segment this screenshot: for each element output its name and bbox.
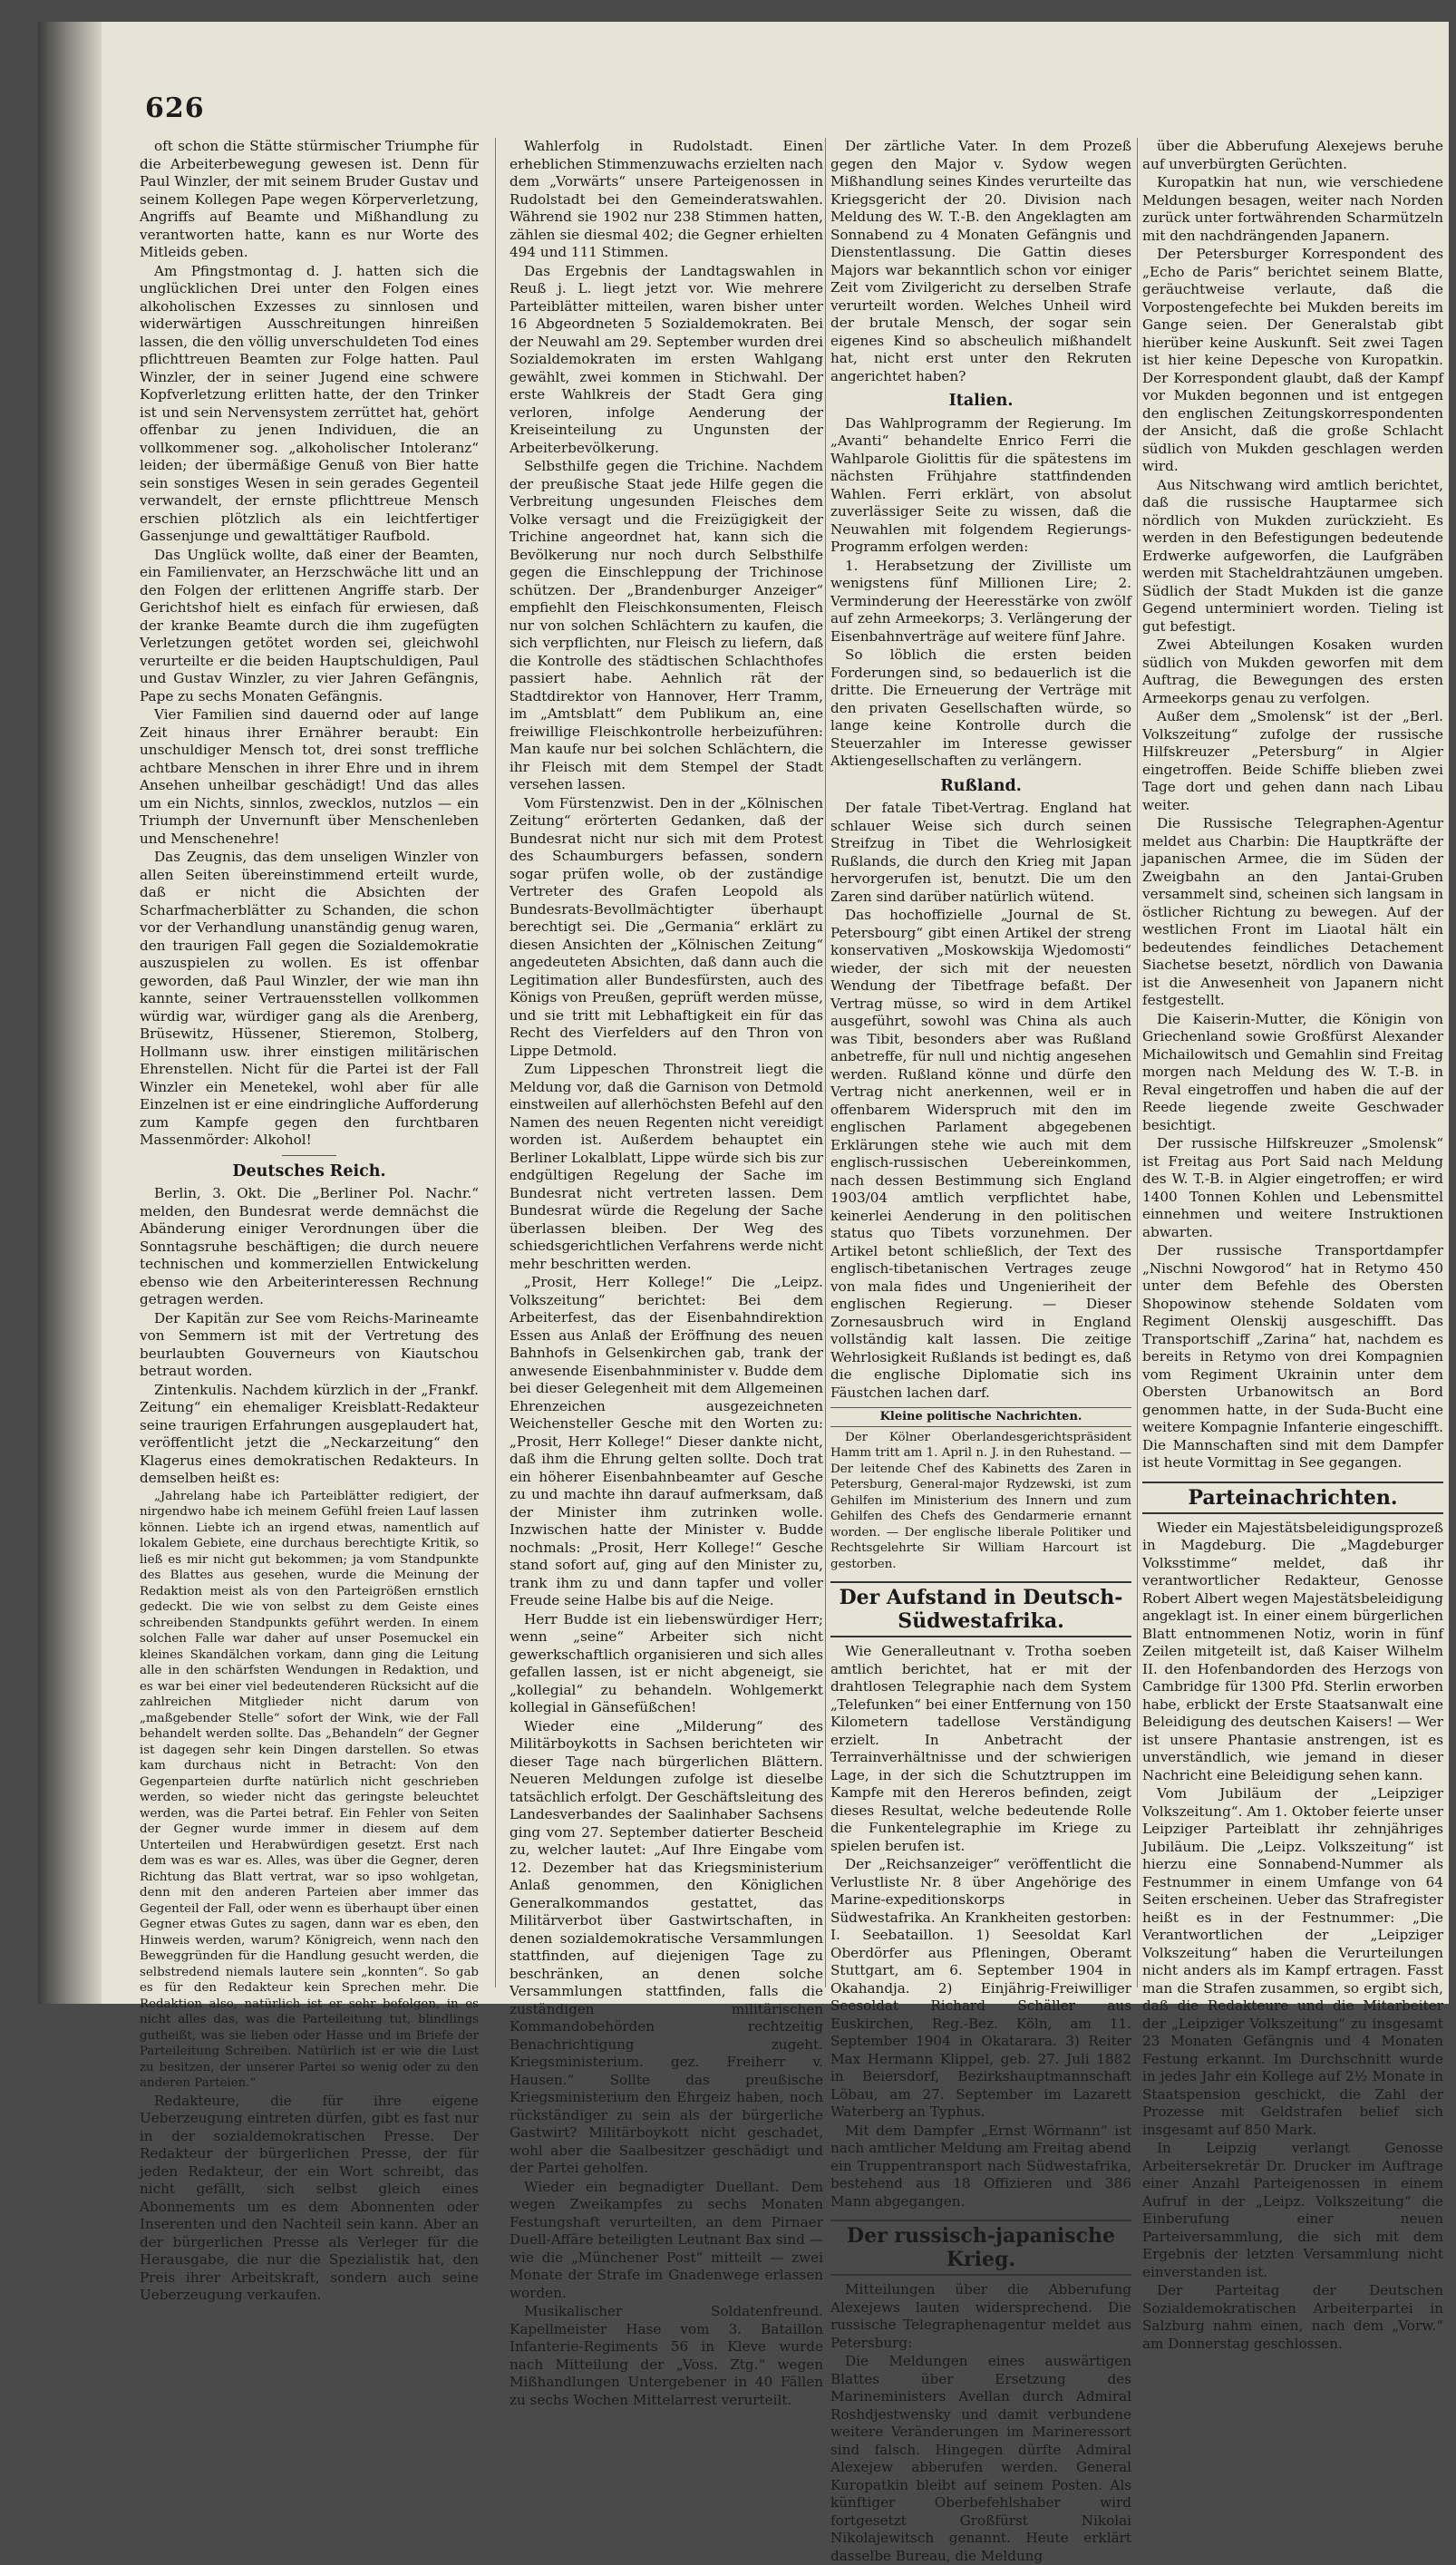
section-banner-heading: Parteinachrichten. — [1142, 1482, 1443, 1514]
paragraph: Der Petersburger Korrespondent des „Echo de Paris“ berichtet seinem Blatte, geräuchtweise verlaute, daß die Vorpostengefechte bei Mukden bereits im Gange seien. Der Generalstab gibt hierüber keine Auskunft. Seit zwei Tagen ist hier keine Depesche von Kuropatkin. Der Korrespondent glaubt, daß der Kampf vor Mukden begonnen und ist entgegen den englischen Zeitungskorrespondenten der Ansicht, daß die große Schlacht südlich von Mukden geschlagen werden wird. — [1142, 246, 1443, 474]
small-print-paragraph: „Jahrelang habe ich Parteiblätter redigiert, der nirgendwo habe ich meinem Gefühl freien Lauf lassen können. Liebte ich an irgend etwas, namentlich auf lokalem Gebiete, eine durchaus berechtigte Kritik, so ließ es mir nicht gut bekommen; ja vom Standpunkte des Blattes aus gesehen, wurde die Meinung der Redaktion meist als von den Parteigrößen ernstlich gedeckt. Die wie von selbst zu dem Geiste eines schreibenden Standpunkts geführt werden. In einem solchen Falle war daher auf unser Posemuckel ein kleines Skandälchen vorkam, dann ging die Leitung alle in den schärfsten Wendungen in Redaktion, und es war bei einer viel bedeutenderen Rücksicht auf die zahlreichen Mitglieder nicht darum von „maßgebender Stelle“ sofort der Wink, wie der Fall behandelt werden sollte. Das „Behandeln“ der Gegner ist dagegen sehr kein Dingen darstellen. So etwas kam durchaus nicht in Betracht: Von den Gegenparteien durfte natürlich nicht geschrieben werden, so wieder nicht das geringste beleuchtet werden, was die Partei betraf. Ein Fehler von Seiten der Gegner wurde immer in diesem auf dem Unterteilen und Herabwürdigen gesetzt. Erst nach dem was es war es. Alles, was über die Gegner, deren Richtung das Blatt vertrat, war so ipso wohlgetan, denn mit den anderen Parteien aber immer das Gegenteil der Fall, oder wenn es überhaupt über einen Gegner etwas Gutes zu sagen, dann war es eben, den Hinweis werden, warum? Königreich, wenn nach den Beweggründen für die Handlung gesucht werden, die selbstredend niemals lautere sein „konnten“. So gab es für den Redakteur kein Sprechen mehr. Die Redaktion also, natürlich ist er sehr befolgen, in es nicht alles das, was die Parteileitung tut, blindlings gutheißt, was sie lieben oder Hasse und im Briefe der Parteileitung Schreiben. Natürlich ist er wie die Lust zu besitzen, der unserer Partei so wenig oder zu den anderen Parteien.“ — [140, 1489, 479, 2090]
paragraph: Das Wahlprogramm der Regierung. Im „Avanti“ behandelte Enrico Ferri die Wahlparole Giolittis für die spätestens im nächsten Frühjahre stattfindenden Wahlen. Ferri erklärt, von absolut zuverlässiger Seite zu wissen, daß die Neuwahlen mit folgendem Regierungs-Programm erfolgen werden: — [830, 414, 1131, 555]
paragraph: Vom Fürstenzwist. Den in der „Kölnischen Zeitung“ erörterten Gedanken, daß der Bundesrat nicht nur sich mit dem Protest des Schaumburgers befassen, sondern sogar prüfen wolle, ob der zuständige Vertreter des Grafen Leopold als Bundesrats-Bevollmächtigter überhaupt berechtigt sei. Die „Germania“ erklärt zu diesen Ansichten der „Kölnischen Zeitung“ angedeuteten Absichten, daß dann auch die Legitimation aller Bundesfürsten, auch des Königs von Preußen, geprüft werden müsse, und sie tritt mit Lebhaftigkeit ein für das Recht des Vierfelders auf den Thron von Lippe Detmold. — [510, 794, 823, 1059]
paragraph: 1. Herabsetzung der Zivilliste um wenigstens fünf Millionen Lire; 2. Verminderung der Heeresstärke von zwölf auf zehn Armeekorps; 3. Verlängerung der Eisenbahnverträge auf weitere fünf Jahre. — [830, 557, 1131, 645]
paragraph: Der Kapitän zur See vom Reichs-Marineamte von Semmern ist mit der Vertretung des beurlaubten Gouverneurs von Kiautschou betraut worden. — [140, 1309, 479, 1379]
paragraph: Zwei Abteilungen Kosaken wurden südlich von Mukden geworfen mit dem Auftrag, die Bewegungen des ersten Armeekorps genau zu verfolgen. — [1142, 636, 1443, 706]
section-heading: Rußland. — [940, 776, 1022, 795]
paragraph: Wie Generalleutnant v. Trotha soeben amtlich berichtet, hat er mit der drahtlosen Telegraphie nach dem System „Telefunken“ bei einer Entfernung von 150 Kilometern tadellose Verständigung erzielt. In Anbetracht der Terrainverhältnisse und der schwierigen Lage, in der sich die Schutztruppen im Kampfe mit den Hereros befinden, zeigt dieses Resultat, welche bedeutende Rolle die Funkentelegraphie im Kriege zu spielen berufen ist. — [830, 1643, 1132, 1854]
text-column-2 — [510, 138, 823, 2408]
small-print-paragraph: Der Kölner Oberlandesgerichtspräsident Hamm tritt am 1. April n. J. in den Ruhestand. — Der leitende Chef des Kabinetts des Zaren in Petersburg, General-major Rydzewski, ist zum Gehilfen im Ministerium des Innern und zum Gehilfen des Chefs des Gendarmerie ernannt worden. — Der englische liberale Politiker und Rechtsgelehrte Sir William Harcourt ist gestorben. — [830, 1430, 1131, 1571]
newspaper-page — [38, 22, 1449, 2564]
paragraph: Wahlerfolg in Rudolstadt. Einen erheblichen Stimmenzuwachs erzielten nach dem „Vorwärts“ unsere Parteigenossen in Rudolstadt bei den Gemeinderatswahlen. Während sie 1902 nur 238 Stimmen hatten, zählen sie diesmal 402; die Gegner erhielten 494 und 111 Stimmen. — [510, 138, 823, 260]
page-number: 626 — [145, 92, 205, 124]
paragraph: Zintenkulis. Nachdem kürzlich in der „Frankf. Zeitung“ ein ehemaliger Kreisblatt-Redakteur seine traurigen Erfahrungen ausgeplaudert hat, veröffentlicht jetzt die „Neckarzeitung“ den Klagerus eines demokratischen Redakteurs. In demselben heißt es: — [140, 1381, 479, 1486]
section-banner-heading: Der russisch-japanische Krieg. — [830, 2220, 1131, 2276]
paragraph: Mit dem Dampfer „Ernst Wörmann“ ist nach amtlicher Meldung am Freitag abend ein Truppentransport nach Südwestafrika, bestehend aus 18 Offizieren und 386 Mann abgegangen. — [830, 2122, 1131, 2210]
text-column-3 — [830, 138, 1132, 2564]
section-banner-heading: Der Aufstand in Deutsch-Südwestafrika. — [830, 1581, 1131, 1637]
paragraph: Das Zeugnis, das dem unseligen Winzler von allen Seiten übereinstimmend erteilt wurde, daß er nicht die Absichten der Scharfmacherblätter zu Schanden, die schon vor der Verhandlung unanständig genug waren, den traurigen Fall gegen die Sozialdemokratie auszuspielen zu wollen. Es ist offenbar geworden, daß Paul Winzler, der wie man ihn kannte, seiner Vertrauensstellen vollkommen würdig war, würdiger gang als die Arenberg, Brüsewitz, Hüssener, Stieremon, Stolberg, Hollmann usw. ihrer einstigen militärischen Ehrenstellen. Nicht für die Partei ist der Fall Winzler ein Menetekel, wohl aber für alle Einzelnen ist er eine eindringliche Aufforderung zum Kampfe gegen den furchtbaren Massenmörder: Alkohol! — [140, 849, 479, 1148]
paragraph: Der Parteitag der Deutschen Sozialdemokratischen Arbeiterpartei in Salzburg nahm einen, nach dem „Vorw.“ am Donnerstag geschlossen. — [1142, 2282, 1443, 2352]
paragraph: Aus Nitschwang wird amtlich berichtet, daß die russische Hauptarmee sich nördlich von Mukden zurückzieht. Es werden in den Befestigungen bedeutende Erdwerke aufgeworfen, die Laufgräben werden mit Stacheldrahtzäunen umgeben. Südlich der Stadt Mukden ist die ganze Gegend unterminiert worden. Tieling ist gut befestigt. — [1142, 476, 1443, 635]
paragraph: Wieder ein Majestätsbeleidigungsprozeß in Magdeburg. Die „Magdeburger Volksstimme“ meldet, daß ihr verantwortlicher Redakteur, Genosse Robert Albert wegen Majestätsbeleidigung angeklagt ist. In einer einem bürgerlichen Blatt entnommenen Notiz, worin in fünf Zeilen mitgeteilt ist, daß Kaiser Wilhelm II. den Hofenbandorden des Herzogs von Cambridge für 1300 Pfd. Sterlin erworben habe, erblickt der Erste Staatsanwalt eine Beleidigung des deutschen Kaisers! — Wer ist unsere Phantasie anstrengen, ist es unverständlich, wie jemand in dieser Nachricht eine Beleidigung sehen kann. — [1142, 1519, 1443, 1783]
paragraph: Mitteilungen über die Abberufung Alexejews lauten widersprechend. Die russische Telegraphenagentur meldet aus Petersburg: — [830, 2281, 1131, 2351]
paragraph: So löblich die ersten beiden Forderungen sind, so bedauerlich ist die dritte. Die Erneuerung der Verträge mit den privaten Gesellschaften würde, so lange keine Kontrolle durch die Steuerzahler im Interesse gewisser Aktiengesellschaften zu verlängern. — [830, 646, 1131, 769]
paragraph: Herr Budde ist ein liebenswürdiger Herr; wenn „seine“ Arbeiter sich nicht gewerkschaftlich organisieren und sich alles gefallen lassen, ist er nicht abgeneigt, sie „kollegial“ zu behandeln. Wohlgemerkt kollegial in Gänsefüßchen! — [510, 1610, 823, 1715]
paragraph: oft schon die Stätte stürmischer Triumphe für die Arbeiterbewegung gewesen ist. Denn für Paul Winzler, der mit seinem Bruder Gustav und seinem Kollegen Pape wegen Körperverletzung, Angriffs auf Beamte und Mißhandlung zu verantworten hatte, kann es nur Worte des Mitleids geben. — [140, 138, 479, 260]
paragraph: Am Pfingstmontag d. J. hatten sich die unglücklichen Drei unter den Folgen eines alkoholischen Exzesses zu sinnlosen und widerwärtigen Ausschreitungen hinreißen lassen, die den völlig unverschuldeten Tod eines pflichttreuen Beamten zur Folge hatten. Paul Winzler, der in seiner Jugend eine schwere Kopfverletzung erlitten hatte, der den Trinker ist und sein Nervensystem zerrüttet hat, gehört offenbar zu jenen Individuen, die an vollkommener sog. „alkoholischer Intoleranz“ leiden; der übermäßige Genuß von Bier hatte sein sonstiges Wesen in sein gerades Gegenteil verwandelt, der ernste pflichttreue Mensch erschien plötzlich als ein leichtfertiger Gassenjunge und gewalttätiger Raufbold. — [140, 262, 479, 544]
paragraph: In Leipzig verlangt Genosse Arbeitersekretär Dr. Drucker im Auftrage einer Anzahl Parteigenossen in einem Aufruf in der „Leipz. Volkszeitung“ die Einberufung einer neuen Parteiversammlung, die sich mit dem Ergebnis der letzten Versammlung nicht einverstanden ist. — [1142, 2140, 1443, 2280]
paragraph: Der russische Transportdampfer „Nischni Nowgorod“ hat in Retymo 450 unter dem Befehle des Obersten Shopowinow stehende Soldaten vom Regiment Olenskij ausgeschifft. Das Transportschiff „Zarina“ hat, nachdem es bereits in Retymo von drei Kompagnien vom Regiment Ukrainin unter dem Obersten Urbanowitsch an Bord genommen hatte, in der Suda-Bucht eine weitere Kompagnie Infanterie eingeschifft. Die Mannschaften sind mit dem Dampfer ist heute Vormittag in See gegangen. — [1142, 1242, 1443, 1471]
book-binding-edge — [38, 22, 102, 2004]
paragraph: Die Meldungen eines auswärtigen Blattes über Ersetzung des Marineministers Avellan durch Admiral Roshdjestwensky und damit verbundene weitere Veränderungen im Marineressort sind falsch. Hingegen dürfte Admiral Alexejew abberufen werden. General Kuropatkin bleibt auf seinem Posten. Als künftiger Oberbefehlshaber wird fortgesetzt Großfürst Nikolai Nikolajewitsch genannt. Heute erklärt dasselbe Bureau, die Meldung — [830, 2353, 1131, 2564]
section-heading: Deutsches Reich. — [232, 1161, 386, 1180]
paragraph: Das Unglück wollte, daß einer der Beamten, ein Familienvater, an Herzschwäche litt und an den Folgen der erlittenen Angriffe starb. Der Gerichtshof hielt es einfach für erwiesen, daß der kranke Beamte durch die ihm zugefügten Verletzungen getötet worden sei, gleichwohl verurteilte er die beiden Hauptschuldigen, Paul und Gustav Winzler, zu vier Jahren Gefängnis, Pape zu sechs Monaten Gefängnis. — [140, 546, 479, 704]
paragraph: Der fatale Tibet-Vertrag. England hat schlauer Weise sich durch seinen Streifzug in Tibet die Wehrlosigkeit Rußlands, die durch den Krieg mit Japan hervorgerufen ist, benutzt. Die um den Zaren sind darüber natürlich wütend. — [830, 800, 1131, 905]
paragraph: Vom Jubiläum der „Leipziger Volkszeitung“. Am 1. Oktober feierte unser Leipziger Parteiblatt ihr zehnjähriges Jubiläum. Die „Leipz. Volkszeitung“ ist hierzu eine Sonnabend-Nummer als Festnummer in einem Umfange von 64 Seiten erscheinen. Ueber das Strafregister heißt es in der Festnummer: „Die Verantwortlichen der „Leipziger Volkszeitung“ haben die Verurteilungen nicht anders als im Kampf ertragen. Fasst man die Strafen zusammen, so ergibt sich, daß die Redakteure und die Mitarbeiter der „Leipziger Volkszeitung“ zu insgesamt 23 Monaten Gefängnis und 4 Monaten Festung erkannt. Im Durchschnitt wurde in jedes Jahr ein Kollege auf 2½ Monate in Staatspension geschickt, die Zahl der Prozesse mit Geldstrafen belief sich insgesamt auf 850 Mark. — [1142, 1785, 1443, 2138]
news-brief-heading: Kleine politische Nachrichten. — [830, 1407, 1131, 1427]
paragraph: Der „Reichsanzeiger“ veröffentlicht die Verlustliste Nr. 8 über Angehörige des Marine-expeditionskorps in Südwestafrika. An Krankheiten gestorben: I. Seebataillon. 1) Seesoldat Karl Oberdörfer aus Pfleningen, Oberamt Stuttgart, am 6. September 1904 in Okahandja. 2) Einjährig-Freiwilliger Seesoldat Richard Schäller aus Euskirchen, Reg.-Bez. Köln, am 11. September 1904 in Okatarara. 3) Reiter Max Hermann Klippel, geb. 27. Juli 1882 in Beiersdorf, Bezirkshauptmannschaft Löbau, am 27. September im Lazarett Waterberg an Typhus. — [830, 1856, 1131, 2120]
paragraph: Musikalischer Soldatenfreund. Kapellmeister Hase vom 3. Bataillon Infanterie-Regiments 56 in Kleve wurde nach Mitteilung der „Voss. Ztg.“ wegen Mißhandlungen Untergebener in 40 Fällen zu sechs Wochen Mittelarrest verurteilt. — [510, 2303, 823, 2408]
paragraph: Selbsthilfe gegen die Trichine. Nachdem der preußische Staat jede Hilfe gegen die Verbreitung ungesunden Fleisches dem Volke versagt und die Freizügigkeit der Trichine angeordnet hat, kann sich die Bevölkerung nur noch durch Selbsthilfe gegen die Einschleppung der Trichinose schützen. Der „Brandenburger Anzeiger“ empfiehlt den Fleischkonsumenten, Fleisch nur von solchen Schlächtern zu kaufen, die sich verpflichten, nur Fleisch zu liefern, daß die Kontrolle des städtischen Schlachthofes passiert habe. Aehnlich rät der Stadtdirektor von Hannover, Herr Tramm, im „Amtsblatt“ dem Publikum an, eine freiwillige Fleischkontrolle herbeizuführen: Man kaufe nur bei solchen Schlächtern, die ihr Fleisch mit dem Stempel der Stadt versehen lassen. — [510, 458, 823, 792]
paragraph: Vier Familien sind dauernd oder auf lange Zeit hinaus ihrer Ernährer beraubt: Ein unschuldiger Mensch tot, drei sonst treffliche achtbare Menschen in ihrer Ehre und in ihrem Ansehen unheilbar geschädigt! Und das alles um ein Nichts, sinnlos, zwecklos, nutzlos — ein Triumph der Unvernunft über Menschenleben und Menschenehre! — [140, 706, 479, 847]
paragraph: Das Ergebnis der Landtagswahlen in Reuß j. L. liegt jetzt vor. Wie mehrere Parteiblätter mitteilen, waren bisher unter 16 Abgeordneten 5 Sozialdemokraten. Bei der Neuwahl am 29. September wurden drei Sozialdemokraten im ersten Wahlgang gewählt, zwei kommen in Stichwahl. Der erste Wahlkreis der Stadt Gera ging verloren, infolge Aenderung der Kreiseinteilung zu Ungunsten der Arbeiterbevölkerung. — [510, 262, 823, 456]
paragraph: Wieder eine „Milderung“ des Militärboykotts in Sachsen berichteten wir dieser Tage nach bürgerlichen Blättern. Neueren Meldungen zufolge ist dieselbe tatsächlich erfolgt. Der Geschäftsleitung des Landesverbandes der Saalinhaber Sachsens ging vom 27. September datierter Bescheid zu, welcher lautet: „Auf Ihre Eingabe vom 12. Dezember hat das Kriegsministerium Anlaß genommen, den Königlichen Generalkommandos gestattet, das Militärverbot über Gastwirtschaften, in denen sozialdemokratische Versammlungen stattfinden, auf diejenigen Tage zu beschränken, an denen solche Versammlungen stattfinden, falls die zuständigen militärischen Kommandobehörden rechtzeitig Benachrichtigung zugeht. Kriegsministerium. gez. Freiherr v. Hausen.“ Sollte das preußische Kriegsministerium den Ehrgeiz haben, noch rückständiger zu sein als der bürgerliche Gastwirt? Militärboykott nicht geschadet, wohl aber die Saalbesitzer geschädigt und der Partei geholfen. — [510, 1717, 823, 2176]
column-rule — [825, 138, 826, 1987]
paragraph: Die Kaiserin-Mutter, die Königin von Griechenland sowie Großfürst Alexander Michailowitsch und Gemahlin sind Freitag morgen nach Meldung des W. T.-B. in Reval eingetroffen und haben die auf der Reede liegende zweite Geschwader besichtigt. — [1142, 1010, 1443, 1133]
text-column-1 — [140, 138, 479, 2303]
section-heading: Italien. — [948, 392, 1014, 410]
paragraph: Berlin, 3. Okt. Die „Berliner Pol. Nachr.“ melden, den Bundesrat werde demnächst die Abänderung einiger Verordnungen über die Sonntagsruhe beschäftigen; die durch neuere technischen und kommerziellen Entwickelung ebenso wie den Arbeiterinteressen Rechnung getragen werden. — [140, 1185, 479, 1307]
paragraph: über die Abberufung Alexejews beruhe auf unverbürgten Gerüchten. — [1142, 138, 1443, 172]
column-rule — [1137, 138, 1138, 1987]
paragraph: Das hochoffizielle „Journal de St. Petersbourg“ gibt einen Artikel der streng konservativen „Moskowskija Wjedomosti“ wieder, der sich mit der neuesten Wendung der Tibetfrage befaßt. Der Vertrag müsse, so wird in dem Artikel ausgeführt, sowohl was China als auch was Tibit, besonders aber was Rußland anbetreffe, für null und nichtig angesehen werden. Rußland könne und dürfe den Vertrag nicht anerkennen, weil er in offenbarem Widerspruch mit den im englischen Parlament abgegebenen Erklärungen stehe wie auch mit dem englisch-russischen Uebereinkommen, nach dessen Bestimmung sich England 1903/04 amtlich verpflichtet habe, keinerlei Aenderung in den politischen status quo Tibets vorzunehmen. Der Artikel betont schließlich, der Text des englisch-tibetanischen Vertrages zeuge von mala fides und Ungenieriheit der englischen Regierung. — Dieser Zornesausbruch wird in England vollständig kalt lassen. Die zeitige Wehrlosigkeit Rußlands ist bedingt es, daß die englische Diplomatie sich ins Fäustchen lachen darf. — [830, 907, 1131, 1401]
text-column-4 — [1142, 138, 1443, 2352]
paragraph: Wieder ein begnadigter Duellant. Dem wegen Zweikampfes zu sechs Monaten Festungshaft verurteilten, an dem Pirnaer Duell-Affäre beteiligten Leutnant Bax sind — wie die „Münchener Post“ mitteilt — zwei Monate der Strafe im Gnadenwege erlassen worden. — [510, 2178, 823, 2301]
paragraph: Der zärtliche Vater. In dem Prozeß gegen den Major v. Sydow wegen Mißhandlung seines Kindes verurteilte das Kriegsgericht der 20. Division nach Meldung des W. T.-B. den Angeklagten am Sonnabend zu 4 Monaten Gefängnis und Dienstentlassung. Die Gattin dieses Majors war bekanntlich schon vor einiger Zeit vom Zivilgericht zu derselben Strafe verurteilt worden. Welches Unheil wird der brutale Mensch, der sogar sein eigenes Kind so abscheulich mißhandelt hat, nicht erst unter den Rekruten angerichtet haben? — [830, 138, 1131, 384]
paragraph: Kuropatkin hat nun, wie verschiedene Meldungen besagen, weiter nach Norden zurück unter fortwährenden Scharmützeln mit den nachdrängenden Japanern. — [1142, 174, 1443, 244]
paragraph: Die Russische Telegraphen-Agentur meldet aus Charbin: Die Hauptkräfte der japanischen Armee, die im Süden der Zweigbahn an den Jantai-Gruben versammelt sind, scheinen sich langsam in östlicher Richtung zu bewegen. Auf der westlichen Front im Liaotal hält ein bedeutendes feindliches Detachement Siachetse besetzt, nördlich von Dawania ist die Anwesenheit von Japanern nicht festgestellt. — [1142, 815, 1443, 1008]
column-rule — [495, 138, 496, 1987]
paragraph: Der russische Hilfskreuzer „Smolensk“ ist Freitag aus Port Said nach Meldung des W. T.-B. in Algier eingetroffen; er wird 1400 Tonnen Kohlen und Lebensmittel einnehmen und weitere Instruktionen abwarten. — [1142, 1135, 1443, 1240]
paragraph: Außer dem „Smolensk“ ist der „Berl. Volkszeitung“ zufolge der russische Hilfskreuzer „Petersburg“ in Algier eingetroffen. Beide Schiffe blieben zwei Tage dort und gehen dann nach Libau weiter. — [1142, 708, 1443, 813]
section-divider — [282, 1155, 336, 1156]
paragraph: Redakteure, die für ihre eigene Ueberzeugung eintreten dürfen, gibt es fast nur in der sozialdemokratischen Presse. Der Redakteur der bürgerlichen Presse, der für jeden Redakteur, der ein Wort schreibt, das nicht gefällt, sich selbst gleich eines Abonnements um es dem Abonnenten oder Inserenten und den Nachteil sein kann. Aber an der bürgerlichen Presse als Verleger für die Herausgabe, die nur die Spezialistik hat, den Preis ihrer Arbeitskraft, sondern auch seine Ueberzeugung verkaufen. — [140, 2092, 479, 2303]
paragraph: Zum Lippeschen Thronstreit liegt die Meldung vor, daß die Garnison von Detmold einstweilen auf allerhöchsten Befehl auf den Namen des neuen Regenten nicht vereidigt worden ist. Außerdem behauptet ein Berliner Lokalblatt, Lippe würde sich bis zur endgültigen Regelung der Sache im Bundesrat nicht vertreten lassen. Dem Bundesrat würde die Regelung der Sache überlassen bleiben. Der Weg des schiedsgerichtlichen Verfahrens werde nicht mehr beschritten werden. — [510, 1061, 823, 1272]
paragraph: „Prosit, Herr Kollege!“ Die „Leipz. Volkszeitung“ berichtet: Bei dem Arbeiterfest, das der Eisenbahndirektion Essen aus Anlaß der Eröffnung des neuen Bahnhofs in Gelsenkirchen gab, trank der anwesende Eisenbahnminister v. Budde dem bei dieser Gelegenheit mit dem Allgemeinen Ehrenzeichen ausgezeichneten Weichensteller Gesche mit den Worten zu: „Prosit, Herr Kollege!“ Dieser dankte nicht, daß ihm die Ehrung gelten sollte. Doch trat ein höherer Eisenbahnbeamter auf Gesche zu und machte ihn darauf aufmerksam, daß der Minister ihm zutrinken wolle. Inzwischen hatte der Minister v. Budde nochmals: „Prosit, Herr Kollege!“ Gesche stand sofort auf, ging auf den Minister zu, trank ihm zu und dann tapfer und voller Freude seine Halbe bis auf die Neige. — [510, 1274, 823, 1608]
